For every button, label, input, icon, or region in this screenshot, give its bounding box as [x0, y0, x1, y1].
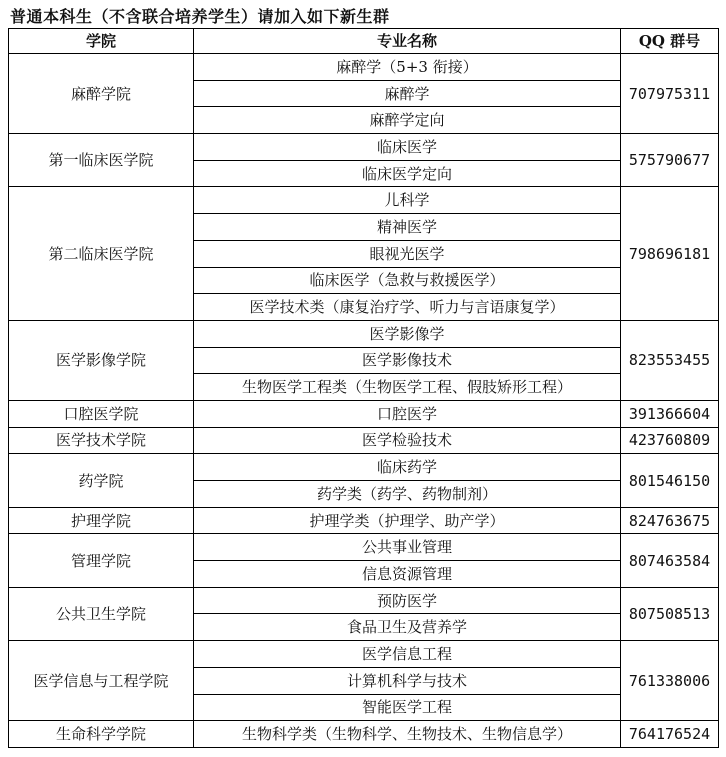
major-cell: 口腔医学 [194, 400, 621, 427]
major-cell: 精神医学 [194, 214, 621, 241]
qq-number-cell: 807508513 [621, 587, 719, 640]
qq-number-cell: 707975311 [621, 54, 719, 134]
qq-number-cell: 801546150 [621, 454, 719, 507]
major-cell: 医学影像技术 [194, 347, 621, 374]
qq-group-table [8, 28, 719, 748]
table-row [9, 587, 719, 614]
college-cell: 医学影像学院 [9, 320, 194, 400]
table-row [9, 187, 719, 214]
table-row [9, 400, 719, 427]
major-cell: 医学信息工程 [194, 641, 621, 668]
table-row [9, 721, 719, 748]
major-cell: 医学影像学 [194, 320, 621, 347]
college-cell: 第二临床医学院 [9, 187, 194, 320]
major-cell: 临床药学 [194, 454, 621, 481]
major-cell: 生物科学类（生物科学、生物技术、生物信息学） [194, 721, 621, 748]
table-row [9, 320, 719, 347]
major-cell: 智能医学工程 [194, 694, 621, 721]
college-cell: 护理学院 [9, 507, 194, 534]
qq-column-header: QQ 群号 [621, 29, 719, 54]
major-cell: 信息资源管理 [194, 561, 621, 588]
major-cell: 预防医学 [194, 587, 621, 614]
major-cell: 临床医学定向 [194, 160, 621, 187]
table-row [9, 534, 719, 561]
major-cell: 药学类（药学、药物制剂） [194, 481, 621, 508]
major-cell: 医学检验技术 [194, 427, 621, 454]
qq-number-cell: 798696181 [621, 187, 719, 320]
qq-number-cell: 761338006 [621, 641, 719, 721]
major-cell: 麻醉学定向 [194, 107, 621, 134]
table-row [9, 134, 719, 161]
qq-number-cell: 423760809 [621, 427, 719, 454]
major-cell: 临床医学（急救与救援医学） [194, 267, 621, 294]
major-cell: 儿科学 [194, 187, 621, 214]
major-cell: 医学技术类（康复治疗学、听力与言语康复学） [194, 294, 621, 321]
college-cell: 第一临床医学院 [9, 134, 194, 187]
table-body [9, 54, 719, 748]
major-column-header: 专业名称 [194, 29, 621, 54]
major-cell: 生物医学工程类（生物医学工程、假肢矫形工程） [194, 374, 621, 401]
major-cell: 食品卫生及营养学 [194, 614, 621, 641]
college-cell: 医学技术学院 [9, 427, 194, 454]
header-row [9, 29, 719, 54]
college-cell: 口腔医学院 [9, 400, 194, 427]
qq-number-cell: 391366604 [621, 400, 719, 427]
qq-number-cell: 824763675 [621, 507, 719, 534]
table-row [9, 507, 719, 534]
table-row [9, 54, 719, 81]
college-cell: 管理学院 [9, 534, 194, 587]
college-cell: 公共卫生学院 [9, 587, 194, 640]
table-row [9, 454, 719, 481]
major-cell: 眼视光医学 [194, 240, 621, 267]
college-cell: 药学院 [9, 454, 194, 507]
qq-number-cell: 575790677 [621, 134, 719, 187]
college-cell: 医学信息与工程学院 [9, 641, 194, 721]
qq-number-cell: 764176524 [621, 721, 719, 748]
table-row [9, 641, 719, 668]
major-cell: 麻醉学（5+3 衔接） [194, 54, 621, 81]
table-header [9, 29, 719, 54]
major-cell: 公共事业管理 [194, 534, 621, 561]
college-column-header: 学院 [9, 29, 194, 54]
page-title: 普通本科生（不含联合培养学生）请加入如下新生群 [10, 7, 390, 26]
qq-number-cell: 807463584 [621, 534, 719, 587]
major-cell: 麻醉学 [194, 80, 621, 107]
table-row [9, 427, 719, 454]
college-cell: 麻醉学院 [9, 54, 194, 134]
college-cell: 生命科学学院 [9, 721, 194, 748]
major-cell: 临床医学 [194, 134, 621, 161]
major-cell: 计算机科学与技术 [194, 667, 621, 694]
qq-number-cell: 823553455 [621, 320, 719, 400]
major-cell: 护理学类（护理学、助产学） [194, 507, 621, 534]
